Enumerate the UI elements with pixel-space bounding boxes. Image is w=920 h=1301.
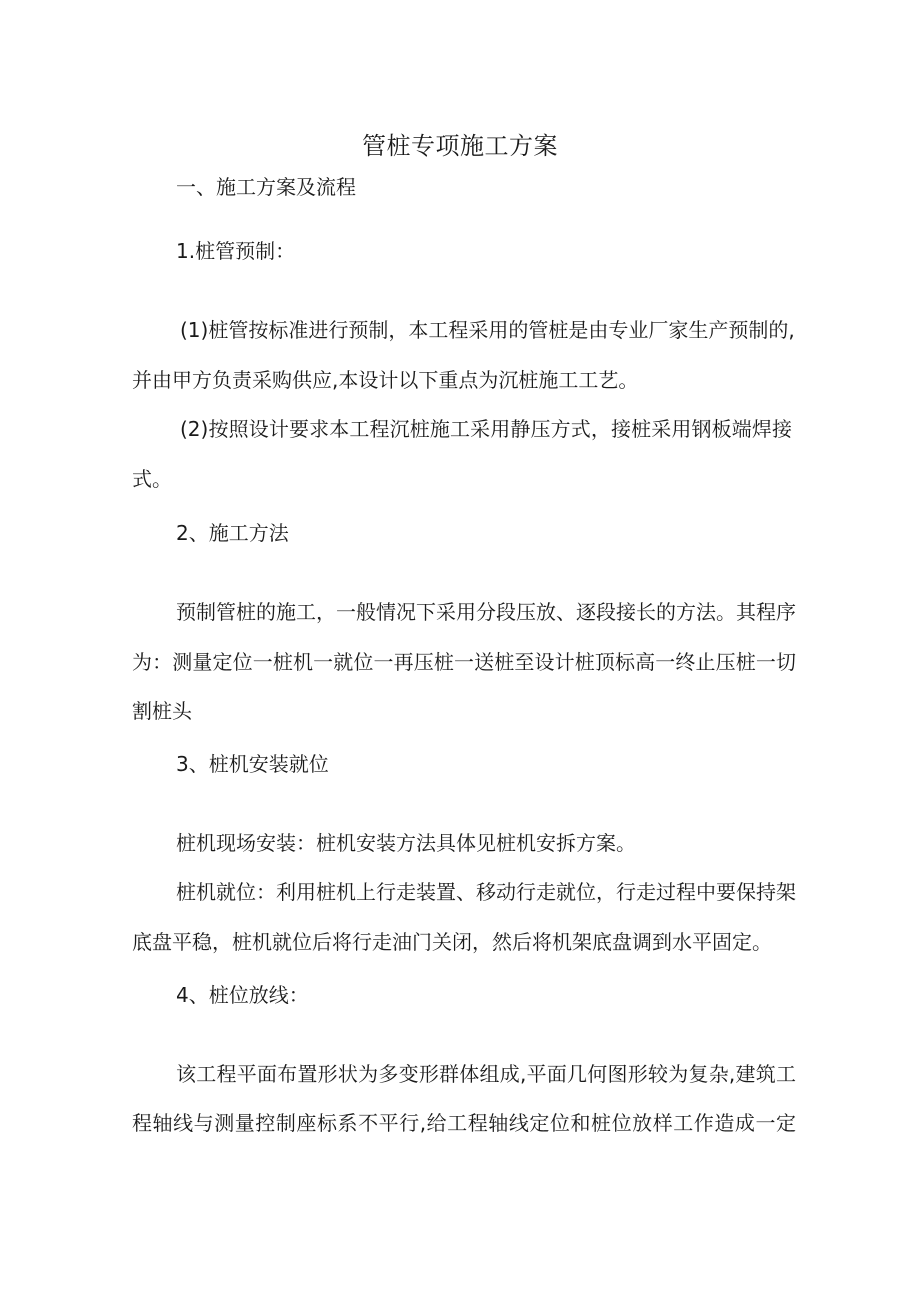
- section-3-para-1: 桩机现场安装：桩机安装方法具体见桩机安拆方案。: [176, 831, 636, 855]
- para-2-line-1: (2)按照设计要求本工程沉桩施工采用静压方式，接桩采用钢板端焊接: [180, 417, 792, 441]
- section-3-para-2-line-1: 桩机就位：利用桩机上行走装置、移动行走就位，行走过程中要保持架: [176, 880, 796, 904]
- para-1-line-2: 并由甲方负责采购供应,本设计以下重点为沉桩施工工艺。: [132, 368, 639, 392]
- section-2-heading: 2、施工方法: [176, 521, 289, 545]
- section-4-para-line-1: 该工程平面布置形状为多变形群体组成,平面几何图形较为复杂,建筑工: [176, 1062, 796, 1086]
- section-2-para-line-2: 为：测量定位一桩机一就位一再压桩一送桩至设计桩顶标高一终止压桩一切: [132, 650, 796, 674]
- section-1-heading: 一、施工方案及流程: [176, 175, 356, 199]
- section-2-para-line-1: 预制管桩的施工，一般情况下采用分段压放、逐段接长的方法。其程序: [176, 600, 796, 624]
- section-4-heading: 4、桩位放线：: [176, 983, 309, 1007]
- section-4-para-line-2: 程轴线与测量控制座标系不平行,给工程轴线定位和桩位放样工作造成一定: [132, 1111, 796, 1135]
- para-2-line-2: 式。: [132, 467, 172, 491]
- document-title: 管桩专项施工方案: [362, 132, 558, 160]
- section-2-para-line-3: 割桩头: [132, 699, 192, 723]
- para-1-line-1: (1)桩管按标准进行预制，本工程采用的管桩是由专业厂家生产预制的,: [180, 318, 795, 342]
- section-3-heading: 3、桩机安装就位: [176, 752, 329, 776]
- section-3-para-2-line-2: 底盘平稳，桩机就位后将行走油门关闭，然后将机架底盘调到水平固定。: [132, 930, 772, 954]
- sub-1-heading: 1.桩管预制：: [176, 239, 296, 263]
